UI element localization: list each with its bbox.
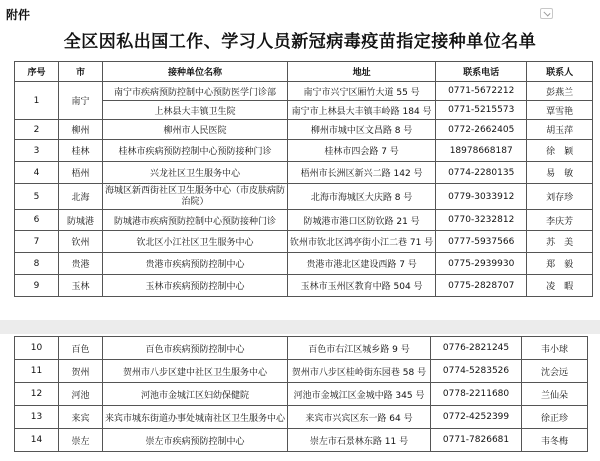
cell-number: 14 <box>15 429 59 452</box>
cell-phone: 0778-2211680 <box>431 383 522 406</box>
table-row <box>15 275 593 297</box>
cell-site-name: 钦北区小江社区卫生服务中心 <box>103 231 288 253</box>
cell-number: 12 <box>15 383 59 406</box>
cell-city: 梧州 <box>59 162 103 184</box>
cell-phone: 0777-5937566 <box>436 231 527 253</box>
cell-number: 4 <box>15 162 59 184</box>
cell-phone: 0772-2662405 <box>436 120 527 140</box>
cell-site-name: 贺州市八步区建中社区卫生服务中心 <box>103 360 288 383</box>
cell-contact: 彭燕兰 <box>527 82 593 101</box>
cell-city: 贵港 <box>59 253 103 275</box>
column-header-site-name: 接种单位名称 <box>103 62 288 82</box>
cell-city: 桂林 <box>59 140 103 162</box>
cell-number: 5 <box>15 184 59 210</box>
cell-number: 6 <box>15 210 59 231</box>
cell-contact: 徐正珍 <box>522 406 588 429</box>
cell-city: 来宾 <box>59 406 103 429</box>
table-row <box>15 184 593 210</box>
cell-phone: 0771-7826681 <box>431 429 522 452</box>
cell-phone: 0772-4252399 <box>431 406 522 429</box>
cell-contact: 苏 美 <box>527 231 593 253</box>
cell-address: 梧州市长洲区新兴二路 142 号 <box>288 162 436 184</box>
table-row <box>15 82 593 101</box>
cell-phone: 18978668187 <box>436 140 527 162</box>
cell-phone: 0771-5215573 <box>436 101 527 120</box>
cell-site-name: 柳州市人民医院 <box>103 120 288 140</box>
cell-number: 11 <box>15 360 59 383</box>
cell-site-name: 海城区新西街社区卫生服务中心（市皮肤病防治院） <box>103 184 288 210</box>
table-row <box>15 210 593 231</box>
cell-city: 防城港 <box>59 210 103 231</box>
cell-city: 崇左 <box>59 429 103 452</box>
cell-address: 贺州市八步区桂岭街东园巷 58 号 <box>288 360 431 383</box>
cell-contact: 沈会远 <box>522 360 588 383</box>
cell-address: 贵港市港北区建设西路 7 号 <box>288 253 436 275</box>
table-row <box>15 120 593 140</box>
cell-address: 南宁市上林县大丰镇丰岭路 184 号 <box>288 101 436 120</box>
table-row <box>15 140 593 162</box>
cell-contact: 凌 暇 <box>527 275 593 297</box>
cell-contact: 郑 毅 <box>527 253 593 275</box>
cell-address: 柳州市城中区文昌路 8 号 <box>288 120 436 140</box>
cell-city: 贺州 <box>59 360 103 383</box>
cell-site-name: 崇左市疾病预防控制中心 <box>103 429 288 452</box>
cell-city: 河池 <box>59 383 103 406</box>
cell-site-name: 贵港市疾病预防控制中心 <box>103 253 288 275</box>
table-row <box>15 429 588 452</box>
cell-number: 3 <box>15 140 59 162</box>
cell-phone: 0779-3033912 <box>436 184 527 210</box>
table-row <box>15 406 588 429</box>
cell-contact: 胡玉萍 <box>527 120 593 140</box>
cell-address: 玉林市玉州区教育中路 504 号 <box>288 275 436 297</box>
cell-site-name: 玉林市疾病预防控制中心 <box>103 275 288 297</box>
table-row <box>15 337 588 360</box>
cell-contact: 徐 颖 <box>527 140 593 162</box>
cell-number: 1 <box>15 82 59 120</box>
cell-address: 钦州市钦北区鸿亭街小江二巷 71 号 <box>288 231 436 253</box>
cell-address: 来宾市兴宾区东一路 64 号 <box>288 406 431 429</box>
cell-contact: 李庆芳 <box>527 210 593 231</box>
cell-number: 10 <box>15 337 59 360</box>
cell-number: 13 <box>15 406 59 429</box>
cell-city: 南宁 <box>59 82 103 120</box>
vaccination-sites-table <box>14 61 593 297</box>
cell-contact: 韦小球 <box>522 337 588 360</box>
attachment-label: 附件 <box>6 8 31 22</box>
cell-number: 2 <box>15 120 59 140</box>
column-header-phone: 联系电话 <box>436 62 527 82</box>
column-header-address: 地址 <box>288 62 436 82</box>
cell-phone: 0774-5283526 <box>431 360 522 383</box>
expand-icon[interactable] <box>540 8 553 19</box>
cell-address: 南宁市兴宁区厢竹大道 55 号 <box>288 82 436 101</box>
cell-phone: 0774-2280135 <box>436 162 527 184</box>
cell-city: 柳州 <box>59 120 103 140</box>
cell-number: 9 <box>15 275 59 297</box>
cell-site-name: 桂林市疾病预防控制中心预防接种门诊 <box>103 140 288 162</box>
page-break <box>0 320 600 334</box>
cell-number: 8 <box>15 253 59 275</box>
cell-phone: 0775-2939930 <box>436 253 527 275</box>
cell-phone: 0775-2828707 <box>436 275 527 297</box>
cell-site-name: 防城港市疾病预防控制中心预防接种门诊 <box>103 210 288 231</box>
cell-site-name: 南宁市疾病预防控制中心预防医学门诊部 <box>103 82 288 101</box>
column-header-city: 市 <box>59 62 103 82</box>
table-row <box>15 231 593 253</box>
cell-city: 百色 <box>59 337 103 360</box>
cell-address: 防城港市港口区防钦路 21 号 <box>288 210 436 231</box>
cell-address: 崇左市石景林东路 11 号 <box>288 429 431 452</box>
cell-number: 7 <box>15 231 59 253</box>
vaccination-sites-table-continued <box>14 336 588 452</box>
cell-site-name: 百色市疾病预防控制中心 <box>103 337 288 360</box>
cell-address: 百色市右江区城乡路 9 号 <box>288 337 431 360</box>
cell-contact: 易 敏 <box>527 162 593 184</box>
cell-site-name: 兴龙社区卫生服务中心 <box>103 162 288 184</box>
cell-address: 桂林市四会路 7 号 <box>288 140 436 162</box>
table-row <box>15 253 593 275</box>
cell-contact: 刘存珍 <box>527 184 593 210</box>
cell-contact: 兰仙朵 <box>522 383 588 406</box>
cell-contact: 韦冬梅 <box>522 429 588 452</box>
cell-site-name: 来宾市城东街道办事处城南社区卫生服务中心 <box>103 406 288 429</box>
page-title: 全区因私出国工作、学习人员新冠病毒疫苗指定接种单位名单 <box>63 32 537 52</box>
cell-site-name: 上林县大丰镇卫生院 <box>103 101 288 120</box>
cell-address: 北海市海城区大庆路 8 号 <box>288 184 436 210</box>
table-row <box>15 360 588 383</box>
cell-phone: 0776-2821245 <box>431 337 522 360</box>
table-row <box>15 162 593 184</box>
cell-address: 河池市金城江区金城中路 345 号 <box>288 383 431 406</box>
cell-phone: 0770-3232812 <box>436 210 527 231</box>
cell-city: 玉林 <box>59 275 103 297</box>
cell-phone: 0771-5672212 <box>436 82 527 101</box>
table-row <box>15 383 588 406</box>
cell-city: 钦州 <box>59 231 103 253</box>
table-header-row <box>15 62 593 82</box>
cell-contact: 覃雪艳 <box>527 101 593 120</box>
column-header-contact: 联系人 <box>527 62 593 82</box>
cell-site-name: 河池市金城江区妇幼保健院 <box>103 383 288 406</box>
column-header-number: 序号 <box>15 62 59 82</box>
cell-city: 北海 <box>59 184 103 210</box>
